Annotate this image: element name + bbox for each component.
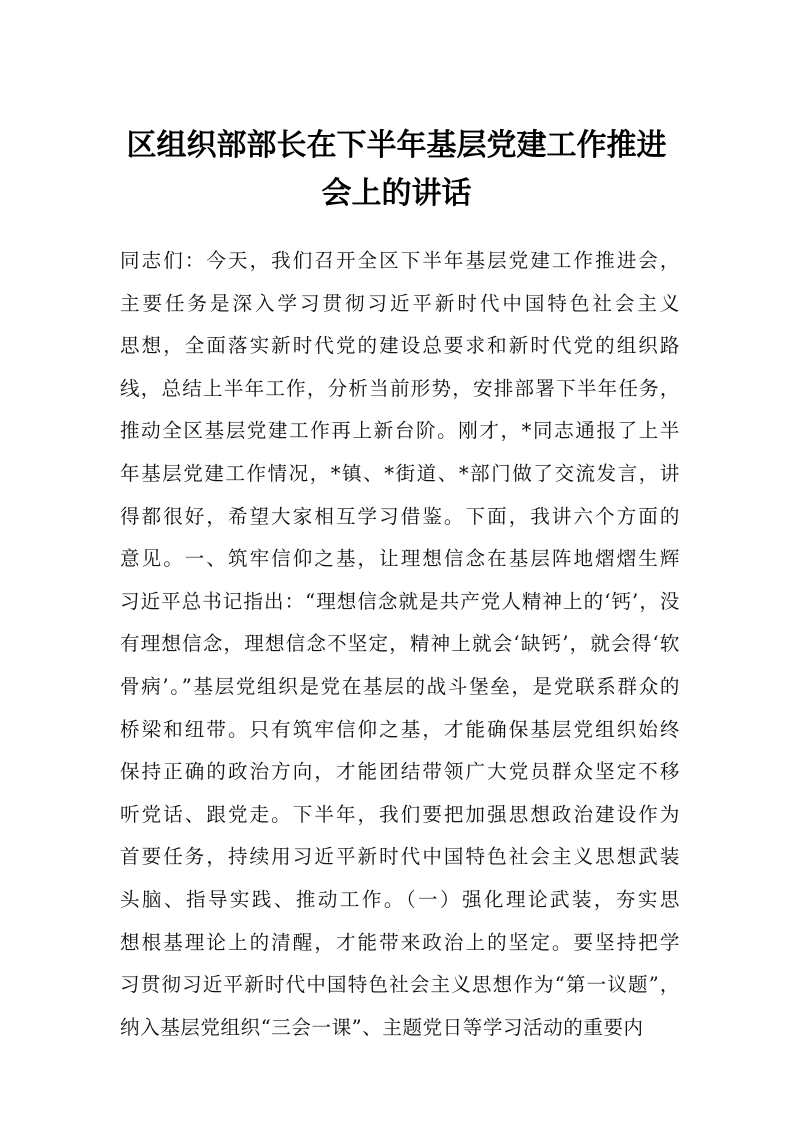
body-line: 习近平总书记指出：“理想信念就是共产党人精神上的‘钙’，没 [120, 589, 680, 613]
body-line: 习贯彻习近平新时代中国特色社会主义思想作为“第一议题”， [120, 973, 680, 997]
body-line: 意见。一、筑牢信仰之基，让理想信念在基层阵地熠熠生辉 [120, 547, 680, 571]
body-line: 保持正确的政治方向，才能团结带领广大党员群众坚定不移 [120, 760, 680, 784]
body-line: 主要任务是深入学习贯彻习近平新时代中国特色社会主义 [120, 291, 680, 315]
body-line: 桥梁和纽带。只有筑牢信仰之基，才能确保基层党组织始终 [120, 717, 680, 741]
body-line: 想根基理论上的清醒，才能带来政治上的坚定。要坚持把学 [120, 930, 680, 954]
body-line: 听党话、跟党走。下半年，我们要把加强思想政治建设作为 [120, 802, 680, 826]
speech-body [120, 240, 680, 1049]
body-line: 年基层党建工作情况，*镇、*街道、*部门做了交流发言，讲 [120, 461, 680, 485]
body-line: 线，总结上半年工作，分析当前形势，安排部署下半年任务， [120, 376, 680, 400]
body-line: 得都很好，希望大家相互学习借鉴。下面，我讲六个方面的 [120, 504, 680, 528]
title-line-2: 会上的讲话 [321, 176, 472, 211]
body-line: 有理想信念，理想信念不坚定，精神上就会‘缺钙’，就会得‘软 [120, 632, 680, 656]
body-line: 推动全区基层党建工作再上新台阶。刚才，*同志通报了上半 [120, 419, 680, 443]
title-line-1: 区组织部部长在下半年基层党建工作推进 [126, 128, 667, 163]
body-line: 思想，全面落实新时代党的建设总要求和新时代党的组织路 [120, 334, 680, 358]
body-line: 骨病’。”基层党组织是党在基层的战斗堡垒，是党联系群众的 [120, 674, 680, 698]
body-line: 首要任务，持续用习近平新时代中国特色社会主义思想武装 [120, 845, 680, 869]
body-line: 同志们：今天，我们召开全区下半年基层党建工作推进会， [120, 249, 680, 272]
body-line: 头脑、指导实践、推动工作。（一）强化理论武装，夯实思 [120, 887, 680, 911]
document-title [100, 122, 693, 218]
body-line: 纳入基层党组织“三会一课”、主题党日等学习活动的重要内 [120, 1015, 644, 1039]
